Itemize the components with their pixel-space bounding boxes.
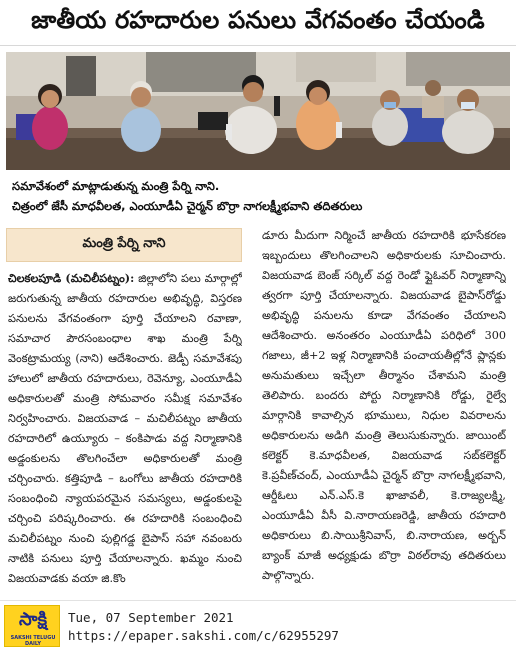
dateline: చిలకలపూడి (మచిలీపట్నం): bbox=[8, 271, 135, 285]
logo-tagline: SAKSHI TELUGU DAILY bbox=[10, 635, 56, 647]
article-column-right bbox=[262, 226, 506, 596]
caption-line: చిత్రంలో జేసీ మాధవీలత, ఎంయూడీఏ చైర్మన్ బొర్రా నాగలక్ష్మీభవాని తదితరులు bbox=[12, 199, 363, 213]
footer bbox=[0, 600, 516, 650]
publication-date: Tue, 07 September 2021 bbox=[68, 610, 234, 625]
epaper-link[interactable]: https://epaper.sakshi.com/c/62955297 bbox=[68, 628, 339, 643]
article-body-left: జిల్లాలోని పలు మార్గాల్లో జరుగుతున్న జాతీయ రహదారుల అభివృద్ధి, విస్తరణ పనులను వేగవంతంగా పూర్తి చేయాలని రవాణా, సమాచార పౌరసంబంధాల శాఖ మంత్రి పేర్ని వెంకట్రామయ్య (నాని) ఆదేశించారు. జెడ్పీ సమావేశపు హాలులో జాతీయ రహదారులు, రెవెన్యూ, ఎంయూడీఏ అధికారులతో మంత్రి సోమవారం సమీక్ష సమావేశం నిర్వహించారు. విజయవాడ – మచిలీపట్నం జాతీయ రహదారిలో ఉయ్యూరు – కంకిపాడు వద్ద నిర్మాణానికి అడ్డంకులను తొలగించేలా అధికారులతో మంత్రి చర్చించారు. కత్తిపూడి – ఒంగోలు జాతీయ రహదారికి సంబంధించి న్యాయపరమైన సమస్యలు, అడ్డంకులపై చర్చించి పరిష్కరించారు. ఈ రహదారికి సంబంధించి మచిలీపట్నం నుంచి పుల్లిగడ్డ బైపాస్ సహా నవంబరు నాటికి పనులు పూర్తి చేయాలన్నారు. ఖమ్మం నుంచి విజయవాడకు వయా జి.కొం bbox=[8, 272, 242, 585]
article-column-left bbox=[8, 268, 242, 596]
sakshi-logo[interactable] bbox=[4, 605, 60, 647]
article-body-right: డూరు మీదుగా నిర్మించే జాతీయ రహదారికి భూసేకరణ ఇబ్బందులు తొలగించాలని అధికారులకు సూచించారు. విజయవాడ బెంజ్ సర్కిల్ వద్ద రెండో ఫ్లైఓవర్ నిర్మాణాన్ని త్వరగా పూర్తి చేయాలన్నారు. విజయవాడ బైపాస్‌రోడ్డు అభివృద్ధి పనులను కూడా వేగవంతం చేయాలని ఆదేశించారు. అనంతరం ఎంయూడీఏ పరిధిలో 300 గజాలు, జీ+2 ఇళ్ల నిర్మాణానికి పంచాయతీల్లోనే ప్లాన్లకు అనుమతులు ఇచ్చేలా తీర్మానం చేశామని మంత్రి తెలిపారు. బందరు పోర్టు నిర్మాణానికి రోడ్డు, రైల్వే మార్గానికి కావాల్సిన భూములు, నిధుల వివరాలను అధికారులను అడిగి మంత్రి తెలుసుకున్నారు. జాయింట్ కలెక్టర్ కె.మాధవీలత, విజయవాడ సబ్‌కలెక్టర్ కె.ప్రవీణ్‌చంద్, ఎంయూడీఏ చైర్మన్ బొర్రా నాగలక్ష్మీభవాని, ఆర్డీఓలు ఎన్.ఎస్.కె ఖాజావలీ, కె.రాజ్యలక్ష్మి, ఎంయూడీఏ వీసీ వి.నారాయణరెడ్డి, జాతీయ రహదారి అధికారులు బి.సాయిశ్రీనివాస్, బి.నారాయణ, అర్బన్ బ్యాంక్ మాజీ అధ్యక్షుడు బొర్రా విఠల్‌రావు తదితరులు పాల్గొన్నారు. bbox=[262, 229, 506, 582]
headline: జాతీయ రహదారుల పనులు వేగవంతం చేయండి bbox=[0, 0, 516, 46]
caption-line: సమావేశంలో మాట్లాడుతున్న మంత్రి పేర్ని నాని. bbox=[12, 179, 220, 193]
logo-text: సాక్షి bbox=[19, 609, 47, 630]
subheading-box: మంత్రి పేర్ని నాని bbox=[6, 228, 242, 262]
news-photo bbox=[6, 52, 510, 170]
photo-caption bbox=[6, 172, 510, 220]
